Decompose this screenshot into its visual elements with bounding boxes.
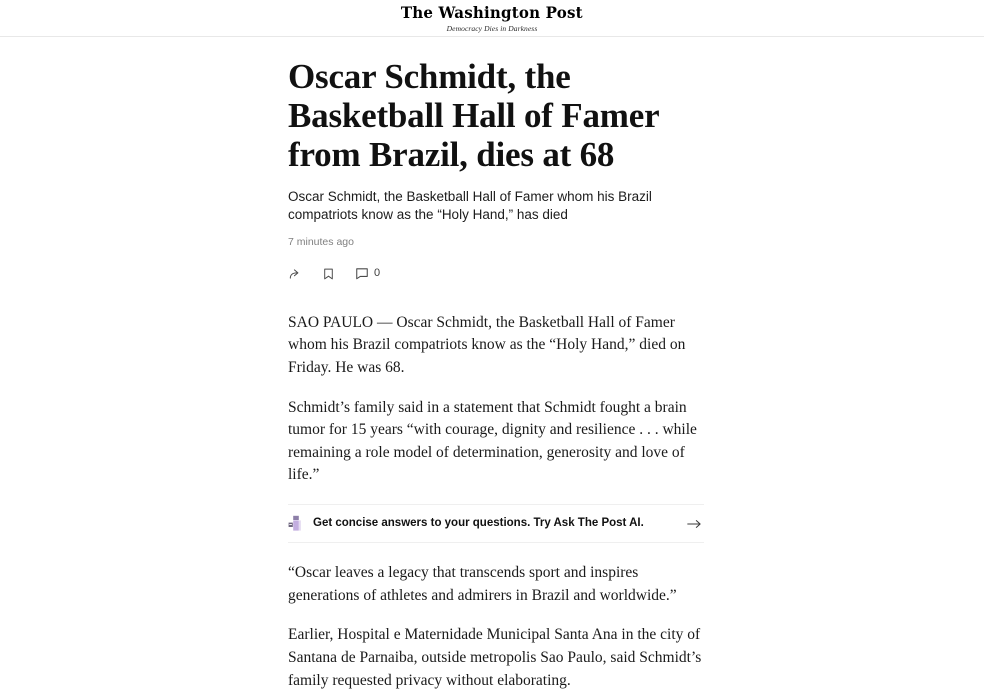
bookmark-icon: [322, 267, 335, 281]
promo-text: Get concise answers to your questions. Try Ask The Post AI.: [313, 516, 644, 529]
comment-count: 0: [374, 267, 381, 280]
washington-post-logo[interactable]: The Washington Post: [401, 3, 583, 22]
masthead-tagline: Democracy Dies in Darkness: [446, 23, 538, 33]
article-paragraph: Schmidt’s family said in a statement that Schmidt fought a brain tumor for 15 years “with courage, dignity and resilience . . . while remaining a role model of determination, generosity and love of life.”: [288, 398, 697, 484]
bookmark-button[interactable]: [322, 267, 335, 281]
article-headline: Oscar Schmidt, the Basketball Hall of Famer from Brazil, dies at 68: [288, 57, 659, 175]
share-icon: [288, 267, 302, 281]
article-body: [288, 312, 704, 692]
article-action-bar: [288, 264, 704, 284]
article-paragraph: “Oscar leaves a legacy that transcends sport and inspires generations of athletes and admirers in Brazil and worldwide.”: [288, 564, 677, 604]
comments-button[interactable]: [355, 267, 380, 280]
arrow-right-icon[interactable]: [687, 518, 704, 530]
article-paragraph: SAO PAULO — Oscar Schmidt, the Basketball Hall of Famer whom his Brazil compatriots know as the “Holy Hand,” died on Friday. He was 68.: [288, 313, 686, 376]
site-masthead: [0, 0, 984, 37]
comment-icon: [355, 267, 369, 280]
article-container: [288, 51, 704, 692]
article-timestamp: 7 minutes ago: [288, 235, 354, 248]
ask-the-post-ai-icon: [288, 515, 304, 532]
article-deck: Oscar Schmidt, the Basketball Hall of Famer whom his Brazil compatriots know as the “Holy Hand,” has died: [288, 188, 652, 222]
article-page: [0, 37, 984, 692]
share-button[interactable]: [288, 267, 302, 281]
article-paragraph: Earlier, Hospital e Maternidade Municipal Santa Ana in the city of Santana de Parnaiba, outside metropolis Sao Paulo, said Schmidt’s family requested privacy without elaborating.: [288, 626, 702, 689]
ask-the-post-ai-promo[interactable]: [288, 504, 704, 543]
